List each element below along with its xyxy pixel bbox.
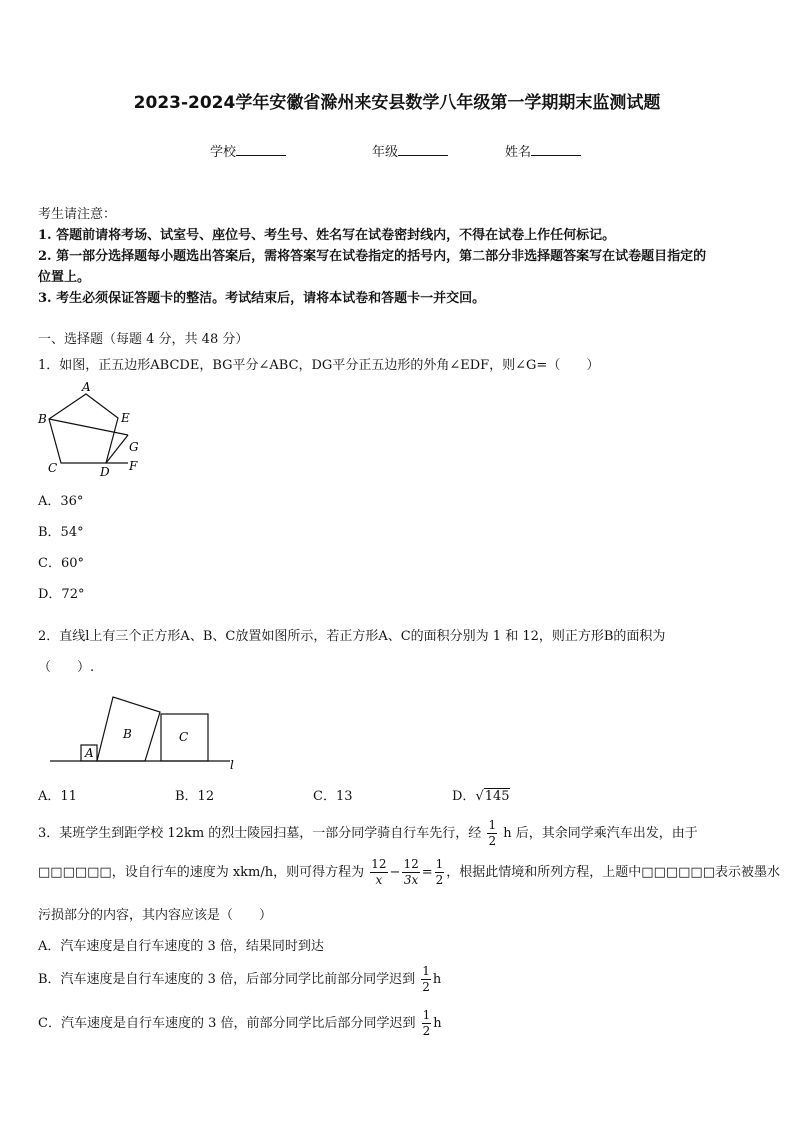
q1-option-c[interactable]: C．60° (38, 556, 84, 571)
q2-stem-line2: （ ）. (38, 660, 95, 675)
sqrt-radicand: 145 (484, 789, 510, 804)
fraction-half (487, 818, 497, 849)
notice-item: 位置上。 (38, 270, 91, 285)
equation-term3: $\frac{1}{2}$ (435, 857, 444, 887)
q3-text: h 后，其余同学乘汽车出发，由于 (503, 826, 698, 841)
label-line-l: l (230, 758, 234, 772)
q2-squares-figure (50, 692, 250, 772)
q2-option-a[interactable]: A．11 (38, 789, 77, 804)
label-a: A (82, 380, 91, 394)
notice-item: 1. 答题前请将考场、试室号、座位号、考生号、姓名写在试卷密封线内，不得在试卷上作任何标记。 (38, 228, 616, 243)
q2-option-d[interactable] (452, 785, 510, 804)
grade-label: 年级 (372, 145, 399, 160)
q3-text: 3．某班学生到距学校 12km 的烈士陵园扫墓，一部分同学骑自行车先行，经 (38, 826, 482, 841)
label-g: G (129, 440, 139, 454)
label-square-c: C (179, 730, 189, 744)
sqrt-sign: √ (475, 789, 484, 804)
q1-option-b[interactable]: B．54° (38, 525, 84, 540)
label-e: E (121, 411, 130, 425)
q3-option-a[interactable]: A．汽车速度是自行车速度的 3 倍，结果同时到达 (38, 939, 324, 954)
q3-line2 (38, 857, 780, 888)
q2-option-d-label: D． (452, 789, 476, 804)
notice-item: 3. 考生必须保证答题卡的整洁。考试结束后，请将本试卷和答题卡一并交回。 (38, 291, 486, 306)
q3-option-b[interactable] (38, 964, 441, 995)
q1-pentagon-figure (36, 378, 146, 478)
q3-line3: 污损部分的内容，其内容应该是（ ） (38, 908, 273, 923)
minus-sign: − (389, 865, 401, 880)
fraction-half: $\frac{1}{2}$ (422, 1008, 431, 1038)
q3-text: □□□□□□，设自行车的速度为 xkm/h，则可得方程为 (38, 865, 365, 880)
q3-option-c-text: C．汽车速度是自行车速度的 3 倍，前部分同学比后部分同学迟到 (38, 1016, 416, 1031)
frac-den: 2 (488, 834, 497, 848)
label-d: D (100, 465, 110, 478)
q3-line1 (38, 818, 698, 849)
label-c: C (48, 461, 58, 475)
label-b: B (38, 412, 47, 426)
fraction-half: $\frac{1}{2}$ (422, 964, 430, 994)
q1-stem: 1．如图，正五边形ABCDE，BG平分∠ABC，DG平分正五边形的外角∠EDF，则∠G=（ ） (38, 358, 600, 373)
pentagon-shape (49, 394, 118, 463)
unit-h: h (432, 972, 442, 987)
q2-option-c[interactable]: C．13 (313, 789, 353, 804)
notice-heading: 考生请注意： (38, 207, 117, 222)
q2-stem-line1: 2．直线l上有三个正方形A、B、C放置如图所示，若正方形A、C的面积分别为 1 和 12，则正方形B的面积为 (38, 629, 666, 644)
name-label: 姓名 (505, 145, 532, 160)
school-field[interactable] (210, 141, 286, 160)
frac-num: 1 (488, 818, 497, 832)
equation-term1: $\frac{12}{x}$ (371, 857, 387, 887)
q1-option-d[interactable]: D．72° (38, 587, 85, 602)
section-heading: 一、选择题（每题 4 分，共 48 分） (38, 332, 249, 347)
label-square-b: B (123, 727, 132, 741)
page-title: 2023-2024学年安徽省滁州来安县数学八年级第一学期期末监测试题 (133, 93, 661, 113)
notice-item: 2. 第一部分选择题每小题选出答案后，需将答案写在试卷指定的括号内，第二部分非选择题答案写在试卷题目指定的 (38, 249, 707, 264)
label-square-a: A (85, 746, 94, 760)
unit-h: h (433, 1016, 442, 1031)
school-label: 学校 (210, 145, 237, 160)
q1-option-a[interactable]: A．36° (38, 494, 84, 509)
q3-text: ，根据此情境和所列方程，上题中□□□□□□表示被墨水 (446, 865, 780, 880)
equation-term2: $\frac{12}{3x}$ (403, 857, 419, 887)
q3-option-b-text: B．汽车速度是自行车速度的 3 倍，后部分同学比前部分同学迟到 (38, 972, 416, 987)
q2-option-b[interactable]: B．12 (175, 789, 215, 804)
equals-sign: = (421, 865, 433, 880)
name-field[interactable] (505, 141, 581, 160)
q3-option-c[interactable] (38, 1008, 442, 1039)
grade-field[interactable] (372, 141, 448, 160)
label-f: F (129, 459, 138, 473)
